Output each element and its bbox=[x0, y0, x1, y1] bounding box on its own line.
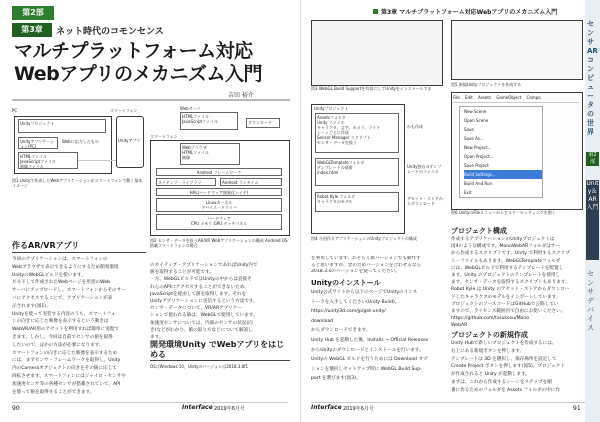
body-right-col1b-line: Unity公式サイトから以下のページでUnityのインス bbox=[311, 290, 418, 295]
fig2-layer-4 bbox=[156, 168, 282, 176]
section-project-heading: プロジェクト構成 bbox=[451, 227, 507, 235]
body-right-col1b-line: Unity Hub を起動した後、Installs → Official Releases bbox=[311, 337, 429, 343]
fig6-item-9[interactable]: Exit bbox=[464, 190, 472, 195]
body-left-col2-line: 一方、WebGLビルドではUnityの中からは直接そ bbox=[150, 277, 252, 283]
author: 吉田 裕介 bbox=[228, 92, 254, 99]
fig4-note-0: かも作成 bbox=[407, 124, 423, 129]
footer-rule-right bbox=[311, 402, 587, 403]
side-tab-bottom: センサデバイス bbox=[587, 270, 594, 332]
fig2-hardware bbox=[156, 214, 282, 230]
fig2-layer-1b: HTMLファイル bbox=[182, 150, 210, 155]
body-left-col2-line: Unityアプリケーションに送信するという方法です。 bbox=[150, 299, 258, 305]
section-dev-text: OSはWindows 10、Unityのバージョンは2018.3.8f1 bbox=[150, 364, 249, 369]
section-create-heading: プロジェクトの新規作成 bbox=[451, 331, 528, 339]
side-tab-top: センサARコンピュータの世界 bbox=[587, 20, 598, 136]
body-right-col2b-line: Unity Hubで新しいプロジェクトを作成するには、 bbox=[451, 341, 557, 346]
fig1-arrow bbox=[78, 160, 116, 161]
figure-2 bbox=[150, 106, 290, 256]
body-left-col1-line: Webブラウザで表示できるようにするため開発環境 bbox=[12, 264, 119, 270]
footer-page-right: 91 bbox=[573, 405, 581, 412]
body-right-col2-line: 図4のような構成です。MonoWebARフォルダはサー bbox=[451, 244, 561, 250]
body-right-col1b-line: https://unity3d.com/jp/get-unity/ bbox=[311, 309, 386, 315]
body-right-col1b-line: ションを選択しセットアップ時に WebGL Build Sup- bbox=[311, 366, 422, 372]
fig6-item-5[interactable]: Open Project... bbox=[464, 154, 494, 159]
body-left-col2-line: センサ・データについて、VR/ARアプリケー bbox=[150, 306, 242, 312]
fig5-screenshot bbox=[451, 20, 583, 80]
body-right-col1-line: ると思いますが、念のためバージョンを合わせるなら bbox=[311, 262, 422, 268]
fig4-tree-9: index.html bbox=[317, 170, 339, 175]
fig2-browser bbox=[180, 143, 240, 165]
body-right-col1b bbox=[311, 288, 445, 384]
fig1-item-5: Unityアプリ bbox=[118, 138, 141, 143]
fig6-menu-list bbox=[459, 106, 543, 198]
fig6-item-3[interactable]: Save As... bbox=[464, 136, 484, 141]
chapter-subtitle: ネット時代のコモンセンス bbox=[56, 27, 164, 37]
fig6-item-4[interactable]: New Project... bbox=[464, 145, 492, 150]
fig1-unity-project-label: Unityプロジェクト bbox=[20, 121, 55, 126]
fig2-layer-6-label: Android ランタイム bbox=[222, 180, 259, 185]
body-right-col2-line: ます。センサ・データを取得するスクリプトもあります。 bbox=[451, 280, 570, 286]
body-left-col1-line: スマートフォンの向きに応じた映像を表示するため bbox=[12, 350, 118, 356]
fig4-tree-1: Assetsフォルダ bbox=[317, 115, 346, 120]
body-left-col1-line: 回転させます。スマートフォンにはジャイロ・センサや bbox=[12, 373, 126, 379]
fig6-caption: 図6 UnityのFileメニューからビルド・セッティングを開く bbox=[451, 210, 556, 215]
fig4-tree-8: テンプレートの情報 bbox=[317, 165, 353, 170]
body-left-col1-line: WebVR/AR用のアセットを利用すれば簡単に実現で bbox=[12, 327, 119, 333]
body-right-col2b-line: が作成されると Unity が起動します。 bbox=[451, 372, 530, 378]
fig4-tree-6: センサ・データを扱う bbox=[317, 140, 357, 145]
body-right-col2-line: ますので、ライセンス範囲内で自由にお使いください。 bbox=[451, 309, 566, 315]
fig6-item-2[interactable]: Save bbox=[464, 127, 474, 132]
part-badge: 第2部 bbox=[12, 6, 54, 20]
body-left-col1-line: を使って値を取得することができます。 bbox=[12, 389, 95, 395]
body-left-col2-line: JavaScriptを経由して値を取得します。それを bbox=[150, 291, 247, 297]
body-left-col2-line: ます。 bbox=[150, 335, 164, 341]
body-right-col1b-line: からUnityのダウンロードとインストールを行います。 bbox=[311, 347, 424, 353]
fig4-note-1: Unity独自のテンプレートのファイル bbox=[407, 164, 442, 174]
body-left-col1-line: したいので、ほかの方法が必要になります。 bbox=[12, 342, 104, 348]
fig1-item-0-label: Unityアプリケーション(PC) bbox=[20, 139, 55, 149]
fig4-tree-10: Robot Kyle フォルダ bbox=[317, 194, 356, 199]
footer-magazine-left: Interface bbox=[182, 404, 213, 411]
fig4-caption: 図4 今回作るアプリケーションのUnityプロジェクトの構成 bbox=[311, 236, 417, 241]
body-right-col2-line: WebAR bbox=[451, 323, 468, 329]
running-head-mark bbox=[373, 9, 378, 14]
fig2-layer-4-label: Android フレームワーク bbox=[196, 170, 242, 175]
body-right-col2-line: には、WebGLビルドで利用するテンプレートを配置し bbox=[451, 265, 564, 271]
body-right-col2-line: Robot Kyle は Unity のアセット・ストアからダウンロー bbox=[451, 287, 570, 293]
fig6-bar-2[interactable]: Assets bbox=[478, 95, 492, 100]
fig4-robot-kyle bbox=[315, 192, 399, 212]
figure-3 bbox=[311, 20, 443, 98]
fig4-tree-5: Sensor Manager スクリプト bbox=[317, 135, 371, 140]
body-left-col1-line: 加速度センサ等の各種センサが搭載されていて、API bbox=[12, 381, 121, 387]
body-left-col2-line: ションで使われる値は、WebGLで使用しています。 bbox=[150, 313, 258, 319]
fig2-layer-9: デバイス・ドライバ bbox=[201, 205, 237, 210]
figure-5 bbox=[451, 20, 583, 90]
footer-page-left: 90 bbox=[12, 405, 20, 412]
article-title-line2: Webアプリのメカニズム入門 bbox=[14, 63, 263, 85]
fig1-phone-label: スマートフォン bbox=[110, 108, 138, 113]
body-left-col1-line: バにアクセスすることで、アプリケーションが表 bbox=[12, 295, 113, 301]
body-right-col2-line: 作成するアプリケーションのUnityプロジェクトは bbox=[451, 237, 555, 242]
article-title-line1: マルチプラットフォーム対応 bbox=[14, 40, 253, 62]
body-right-col2-line: ドしたキャラクタのモデルをインポートしています。 bbox=[451, 294, 561, 300]
body-left-col2-line: 加速度センサについては、内部のセンサの状況(向 bbox=[150, 320, 253, 326]
section-dev-heading: 開発環境Unity でWebアプリをはじめる bbox=[150, 340, 290, 361]
fig2-web-server: Webサーバ bbox=[180, 106, 201, 111]
fig6-item-1[interactable]: Open Scene bbox=[464, 118, 489, 123]
fig5-caption: 図5 新規Unityプロジェクトを作成する bbox=[451, 82, 522, 87]
body-left-col1-line: きます。しかし、今回は自前でセンサの値を取得 bbox=[12, 334, 113, 340]
body-left-col1-line: UnityのWebGLビルドを使います。 bbox=[12, 272, 86, 278]
fig2-layer-3: 画像 bbox=[182, 155, 190, 160]
footer-magazine-right: Interface bbox=[311, 404, 342, 411]
section-install-heading: Unityのインストール bbox=[311, 279, 381, 287]
fig3-caption: 図3 WebGL Build Supportを有効にしてUnityをインストールする bbox=[311, 86, 432, 91]
body-right-col1b-line: トーラを入手してください(Unity Build)。 bbox=[311, 299, 400, 305]
body-right-col2b bbox=[451, 340, 585, 395]
fig6-item-6[interactable]: Save Project bbox=[464, 163, 489, 168]
body-right-col2-line: ます。Unity のプロジェクトのテンプレートを使用し bbox=[451, 273, 561, 279]
fig6-bar-3[interactable]: GameObject bbox=[496, 95, 522, 100]
body-right-col2b-line: 右上にある新規ボタンを押します。 bbox=[451, 348, 525, 354]
fig2-layer-6 bbox=[220, 178, 282, 186]
body-left-col2 bbox=[150, 262, 290, 341]
fig4-assets bbox=[315, 113, 399, 153]
body-left-col2-line: のネイティブ・アプリケーションであればUnity内で bbox=[150, 263, 258, 268]
body-right-col2-line: プロジェクトのソースコードはGitHubで公開してい bbox=[451, 301, 559, 307]
fig6-bar-4[interactable]: Compo bbox=[526, 95, 541, 100]
figure-6 bbox=[451, 92, 583, 222]
fig1-pc-label: PC bbox=[12, 108, 18, 113]
side-tab-badge: 第2部 bbox=[586, 152, 599, 166]
fig6-item-8[interactable]: Build And Run bbox=[464, 181, 493, 186]
fig1-item-1: Webに出力したもの bbox=[62, 139, 99, 144]
fig4-tree-0: Unityプロジェクト bbox=[314, 106, 349, 111]
body-right-col2 bbox=[451, 236, 585, 330]
fig4-webgl-template bbox=[315, 158, 399, 186]
fig6-menubar bbox=[453, 94, 579, 103]
fig4-tree-3: キャラクタ、文字、カメラ、ライト bbox=[317, 125, 381, 130]
fig2-layer-5 bbox=[156, 178, 216, 186]
body-left-col1-line: には、まずセンサ・フレームワークを取得し、Unity bbox=[12, 358, 121, 364]
fig1-unity-project bbox=[18, 119, 106, 133]
fig4-tree-2: Unity ファイル bbox=[317, 120, 345, 125]
footer-rule-left bbox=[12, 402, 288, 403]
body-left-col1-line: ンの向きに応じた映像を表示するという動きは bbox=[12, 319, 109, 325]
fig2-layer-2: JavaScriptファイル bbox=[182, 119, 218, 124]
footer-issue-left: 2019年6月号 bbox=[214, 406, 245, 412]
body-right-col1b-line: からダウンロードできます。 bbox=[311, 328, 371, 334]
fig4-tree-11: キャラクタのモデル bbox=[317, 199, 353, 204]
fig1-files bbox=[18, 152, 78, 169]
fig2-server-box bbox=[180, 112, 238, 130]
body-right-col2b-line: Create Project ボタンを押します(図5)。プロジェクト bbox=[451, 364, 565, 370]
fig1-item-3: JavaScriptファイル bbox=[20, 159, 56, 164]
body-right-col1-line: を利用しています。おそらく新バージョンでも動作す bbox=[311, 256, 421, 261]
body-right-col2b-line: 番に作るためのフォルダを Assets フォルダの中に作 bbox=[451, 387, 560, 393]
fig4-tree-4: シーンごとに作成 bbox=[317, 130, 349, 135]
body-right-col1b-line: Unityの WebGL ビルドを行うためには Download オプ bbox=[311, 357, 428, 363]
fig2-layer-10: ハードウェア bbox=[207, 216, 231, 221]
right-page bbox=[300, 0, 600, 422]
body-right-col1b-line: download bbox=[311, 318, 334, 324]
fig6-item-7[interactable]: Build Settings... bbox=[464, 170, 542, 179]
body-right-col2-line: から作成するスクリプトです。Unity で利用するスクリプ bbox=[451, 251, 570, 257]
fig3-screenshot bbox=[311, 20, 443, 86]
body-right-col2b-line: テンプレートは 3D を選択し、保存場所を設定して bbox=[451, 356, 557, 362]
body-left-col1-line: 示されます(図1)。 bbox=[12, 303, 51, 309]
body-right-col2b-line: まずは、これから作成するシーンをステップを順 bbox=[451, 379, 552, 385]
body-right-col2-line: https://github.com/tarukosu/Mono bbox=[451, 316, 530, 322]
fig2-layer-11: CPU bbox=[190, 221, 200, 226]
body-right-col1 bbox=[311, 256, 445, 276]
fig2-hw-parts bbox=[158, 221, 280, 226]
body-left-col1-line: サーバにアップロードし、スマートフォンからそのサー bbox=[12, 288, 126, 294]
fig2-layer-13: GPU bbox=[213, 221, 223, 226]
body-left-col2-line: れらのAPIにアクセスすることができないため、 bbox=[150, 284, 249, 290]
figure-4 bbox=[311, 104, 443, 252]
fig2-download bbox=[246, 118, 280, 128]
footer-issue-right: 2019年6月号 bbox=[343, 406, 374, 412]
fig2-caption: 図2 センサ・データを扱うAR/VR Webアプリケーションの構成 Android OS搭載スマートフォンの場合 bbox=[150, 238, 288, 248]
fig1-item-2: HTMLファイル bbox=[20, 154, 48, 159]
running-head: 第3章 マルチプラットフォーム対応Webアプリのメカニズム入門 bbox=[381, 9, 558, 16]
fig2-layer-7 bbox=[156, 188, 282, 196]
figure-1 bbox=[12, 108, 146, 198]
fig4-note-2: アセット・ストアからダウンロード bbox=[407, 196, 443, 206]
body-left-col1-line: 内のCameraオブジェクトの向きをその値に応じて bbox=[12, 366, 117, 372]
fig2-smartphone: スマートフォン bbox=[150, 134, 178, 139]
body-right-col2-line: ト・ファイルもあります。WebGLTemplateフォルダ bbox=[451, 258, 561, 264]
fig4-tree-7: WebGLTemplateフォルダ bbox=[317, 160, 365, 165]
body-left-col1-line: Unityを使って実装する内容のうち、スマートフォ bbox=[12, 311, 116, 317]
title-rule bbox=[12, 99, 290, 101]
section-ar-heading: 作るAR/VRアプリ bbox=[12, 240, 146, 253]
fig2-layer-5-label: ネイティブ・ライブラリ bbox=[158, 180, 202, 185]
body-left-col2-line: き)などがわかり、値の取り方などについて解説し bbox=[150, 327, 253, 333]
fig6-bar-1[interactable]: Edit bbox=[464, 95, 473, 100]
body-left-col2-line: 値を取得することが可能です。 bbox=[150, 270, 214, 276]
body-left-col1-line: 今回のアプリケーションは、スマートフォンの bbox=[12, 257, 108, 262]
body-left-col1 bbox=[12, 256, 146, 396]
fig2-layer-7-label: HAL(ハードウェア抽象化レイヤ) bbox=[189, 190, 249, 195]
body-left-col1-line: ビルドして作成されたWebページを用意のWeb bbox=[12, 280, 111, 286]
fig2-layer-12: メモリ bbox=[200, 221, 213, 226]
fig1-caption: 図1 Unityで作成したWebアプリケーションがスマートフォンで動く基本イメージ bbox=[12, 178, 143, 188]
fig2-download-label: ダウンロード bbox=[248, 120, 272, 125]
fig2-layer-0: Webブラウザ bbox=[182, 145, 207, 150]
body-right-col1b-line: port を選びます(図3)。 bbox=[311, 376, 361, 382]
side-tab-mid: Unity＆AR入門 bbox=[586, 180, 599, 260]
fig2-layer-1: HTMLファイル bbox=[182, 114, 210, 119]
fig2-kernel bbox=[156, 198, 282, 212]
fig2-layer-14: タッチパネル bbox=[223, 221, 248, 226]
fig1-item-0 bbox=[18, 137, 58, 149]
fig2-layer-8: Linuxカーネル bbox=[205, 200, 233, 205]
chapter-badge: 第3章 bbox=[12, 23, 52, 37]
body-right-col1-line: 2018.3.xのバージョンを使ってください。 bbox=[311, 269, 400, 275]
fig6-bar-0[interactable]: File bbox=[453, 95, 460, 100]
fig1-item-4: 画像ファイル bbox=[20, 164, 44, 169]
fig6-item-0[interactable]: New Scene bbox=[464, 109, 487, 114]
